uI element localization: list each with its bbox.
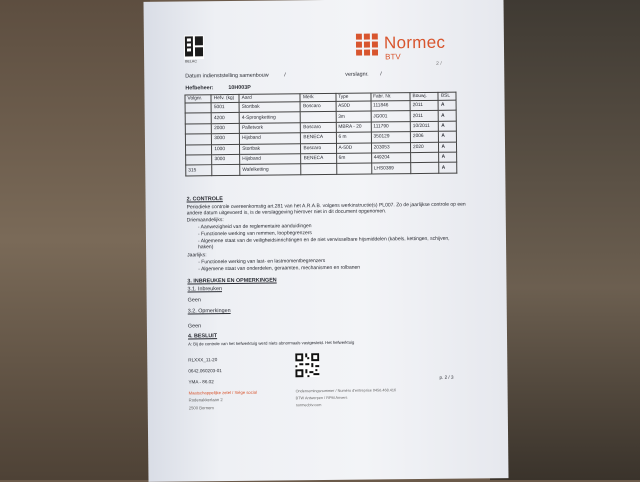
background-left <box>0 0 150 480</box>
cell-hefv: 2000 <box>212 123 240 134</box>
address-line-1: Rodenakkerlaan 2 <box>188 397 223 403</box>
driemaandelijks-item: - Aanwezigheid van de reglementaire aanduidingen <box>197 223 312 231</box>
jaarlijks-item: - Algemene staat van onderdelen, geraamten, mechanismen en rolbanen <box>198 264 361 273</box>
normec-grid-icon <box>356 33 378 55</box>
cell-volgnr <box>186 155 212 166</box>
page-mark: 2 / <box>436 60 442 67</box>
cell-aard: Wafelketting <box>240 164 301 175</box>
cell-bouwj: 2020 <box>410 142 439 153</box>
ref-2: 0642.060203-01 <box>188 368 222 374</box>
cell-bsl: A <box>439 121 457 132</box>
cell-bsl: A <box>439 162 457 173</box>
table-row <box>186 162 457 175</box>
cell-type: A50D <box>336 101 371 112</box>
hefbeheer-label: Hefbeheer: <box>185 85 214 92</box>
besluit-title: 4. BESLUIT <box>187 333 218 340</box>
cell-aard: Stortbak <box>239 102 300 113</box>
driemaandelijks-item: - Functionele werking van remmen, loopbegrenzers <box>197 230 312 238</box>
inbreuken-value: Geen <box>187 297 201 304</box>
cell-fabr-nr: 111846 <box>371 101 411 112</box>
cell-aard: 4-Sprongketting <box>239 112 300 123</box>
header-merk: Merk <box>300 93 335 101</box>
header-bouwj: Bouwj. <box>410 92 439 100</box>
btw-line: BTW Antwerpen / RPM Anvers <box>295 395 348 401</box>
cell-aard: Hijsband <box>240 133 301 144</box>
header-fabr-nr: Fabr. Nr. <box>371 93 411 101</box>
cell-bouwj: 10/2011 <box>410 121 439 132</box>
header-type: Type <box>335 93 370 101</box>
inbreuken-subtitle: 3.1. Inbreuken <box>187 286 223 293</box>
cell-aard: Stortbak <box>240 143 301 154</box>
cell-type: A-50D <box>336 143 371 154</box>
cell-fabr-nr: 449204 <box>371 153 411 164</box>
cell-bsl: A <box>438 100 456 111</box>
header-aard: Aard <box>239 94 300 103</box>
cell-fabr-nr: 111790 <box>371 121 411 132</box>
company-label: Maatschappelijke zetel / Siège social <box>188 389 258 396</box>
controle-paragraph: Periodieke controle overeenkomstig art.281 van het A.R.A.B. volgens werkinstructie(s) PL007. Zo de jaarlijkse controle op een andere datum uitgevoerd is, is de verslaggeving hierover niet in dit document opgenomen. <box>186 201 466 217</box>
verslagnr-separator: / <box>380 71 382 78</box>
equipment-table <box>184 92 457 177</box>
cell-merk: Boscaro <box>301 101 336 112</box>
cell-volgnr <box>185 103 211 114</box>
cell-type <box>336 163 371 174</box>
cell-fabr-nr: JG001 <box>371 111 411 122</box>
header-volgnr: Volgnr. <box>185 95 211 103</box>
page-number: p. 2 / 3 <box>439 374 454 380</box>
cell-type: MBRA - 20 <box>336 122 371 133</box>
cell-fabr-nr: 350129 <box>371 132 411 143</box>
controle-title: 2. CONTROLE <box>186 196 223 203</box>
cell-hefv: 3000 <box>212 134 240 145</box>
cell-hefv: 4200 <box>211 113 239 124</box>
cell-merk: Boscaro <box>301 143 336 154</box>
opmerkingen-subtitle: 3.2. Opmerkingen <box>187 308 231 315</box>
cell-hefv <box>212 165 240 176</box>
inbreuken-title: 3. INBREUKEN EN OPMERKINGEN <box>187 277 277 285</box>
cell-bsl: A <box>439 152 457 163</box>
normec-subtitle: BTV <box>385 52 401 62</box>
cell-bouwj <box>411 152 440 163</box>
cell-hefv: 1000 <box>212 144 240 155</box>
cell-bsl: A <box>439 111 457 122</box>
cell-hefv: 3000 <box>212 154 240 165</box>
opmerkingen-value: Geen <box>187 323 202 330</box>
cell-type: 6m <box>336 153 371 164</box>
normec-wordmark: Normec <box>383 32 446 53</box>
besluit-text: A: Bij de controle van het hefwerktuig werd niets abnormaals vastgesteld. Het hefwerktuig <box>188 339 355 347</box>
cell-bsl: A <box>439 142 457 153</box>
cell-bouwj: 2011 <box>410 111 439 122</box>
jaarlijks-item: - Functionele werking van last- en lastmomentbegrenzers <box>198 258 326 266</box>
cell-bouwj: 2011 <box>410 100 439 111</box>
cell-bouwj <box>411 163 440 174</box>
cell-merk: BENECA <box>301 153 336 164</box>
cell-type: 3m <box>336 111 371 122</box>
cell-aard: Hijsband <box>240 154 301 165</box>
cell-bouwj: 2006 <box>410 131 439 142</box>
document-page <box>143 0 508 482</box>
cell-volgnr <box>185 144 211 155</box>
cell-merk: BENECA <box>301 133 336 144</box>
header-hefv: Hefv. (kg) <box>211 94 239 102</box>
background-right <box>490 0 640 480</box>
website: normecbtv.com <box>295 403 322 408</box>
jaarlijks-label: Jaarlijks: <box>187 252 207 259</box>
hefbeheer-value: 10H003P <box>228 84 251 92</box>
qr-code <box>295 353 319 377</box>
belac-text: BELAC <box>185 59 197 64</box>
verslagnr-label: verslagnr. <box>345 71 369 78</box>
cell-merk: Boscaro <box>301 122 336 133</box>
datum-label: Datum indienststelling samenbouw <box>185 72 269 80</box>
cell-volgnr <box>185 123 211 134</box>
cell-bsl: A <box>439 131 457 142</box>
cell-merk <box>301 112 336 123</box>
ref-3: YMA - 86.02 <box>188 379 214 385</box>
cell-merk <box>301 164 336 175</box>
cell-volgnr <box>185 113 211 124</box>
company-number: Ondernemingsnummer / Numéro d'entreprise 0456.468.416 <box>295 388 397 394</box>
belac-logo <box>184 35 204 59</box>
cell-fabr-nr: 203053 <box>371 142 411 153</box>
cell-volgnr: 315 <box>186 165 212 176</box>
address-line-2: 2500 Bornem <box>188 405 214 411</box>
cell-fabr-nr: LHS0389 <box>371 163 411 174</box>
datum-separator: / <box>284 72 286 79</box>
header-bsl: BSL <box>438 92 456 100</box>
ref-1: RLXXX_11-20 <box>188 357 218 363</box>
cell-volgnr <box>185 134 211 145</box>
driemaandelijks-item: - Algemene staat van de veiligheidsinrichtingen en de niet verwisselbare hijsmiddelen (kabels, kettingen, schijven, haken) <box>197 235 450 251</box>
driemaandelijks-label: Driemaandelijks: <box>186 217 224 224</box>
cell-hefv: 5001 <box>211 102 239 113</box>
cell-aard: Palletvork <box>239 123 300 134</box>
cell-type: 6 m <box>336 132 371 143</box>
